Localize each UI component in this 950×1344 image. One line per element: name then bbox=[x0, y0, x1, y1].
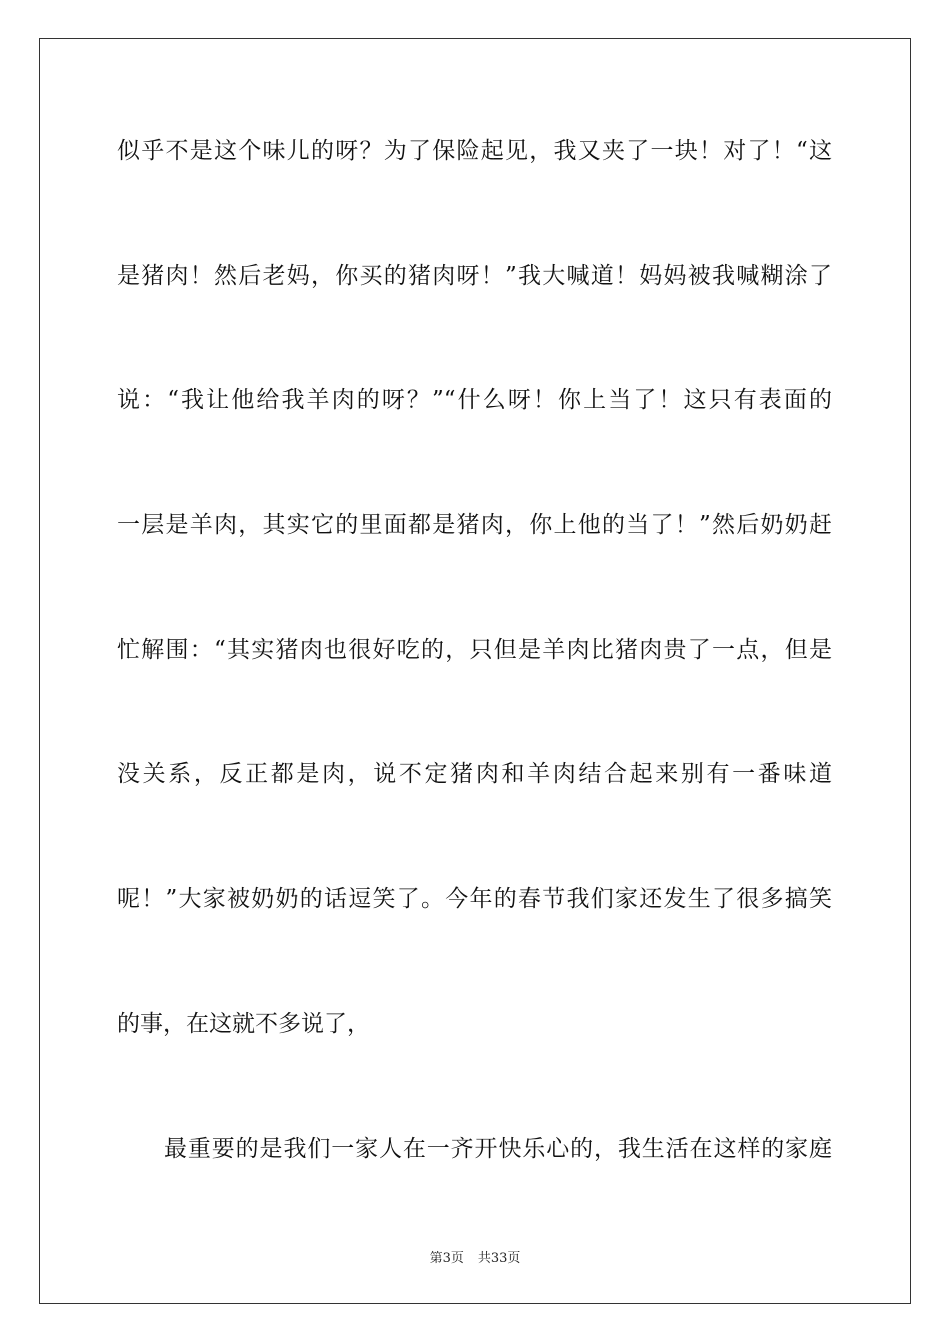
document-body bbox=[117, 130, 832, 1252]
page-total: 共33页 bbox=[477, 1251, 521, 1266]
text-line: 说：“我让他给我羊肉的呀？”“什么呀！你上当了！这只有表面的 bbox=[117, 387, 832, 414]
text-line: 没关系，反正都是肉，说不定猪肉和羊肉结合起来别有一番味道 bbox=[117, 761, 832, 788]
text-line: 最重要的是我们一家人在一齐开快乐心的，我生活在这样的家庭 bbox=[164, 1135, 832, 1162]
text-line: 忙解围：“其实猪肉也很好吃的，只但是羊肉比猪肉贵了一点，但是 bbox=[117, 636, 832, 663]
page-footer bbox=[0, 1247, 950, 1266]
page-number: 第3页 bbox=[429, 1251, 464, 1266]
text-line: 的事，在这就不多说了， bbox=[117, 1010, 370, 1037]
text-line: 似乎不是这个味儿的呀？为了保险起见，我又夹了一块！对了！“这 bbox=[117, 138, 832, 164]
text-line: 一层是羊肉，其实它的里面都是猪肉，你上他的当了！”然后奶奶赶 bbox=[117, 512, 832, 539]
text-line: 是猪肉！然后老妈，你买的猪肉呀！”我大喊道！妈妈被我喊糊涂了 bbox=[117, 262, 832, 289]
text-line: 呢！”大家被奶奶的话逗笑了。今年的春节我们家还发生了很多搞笑 bbox=[117, 886, 832, 913]
